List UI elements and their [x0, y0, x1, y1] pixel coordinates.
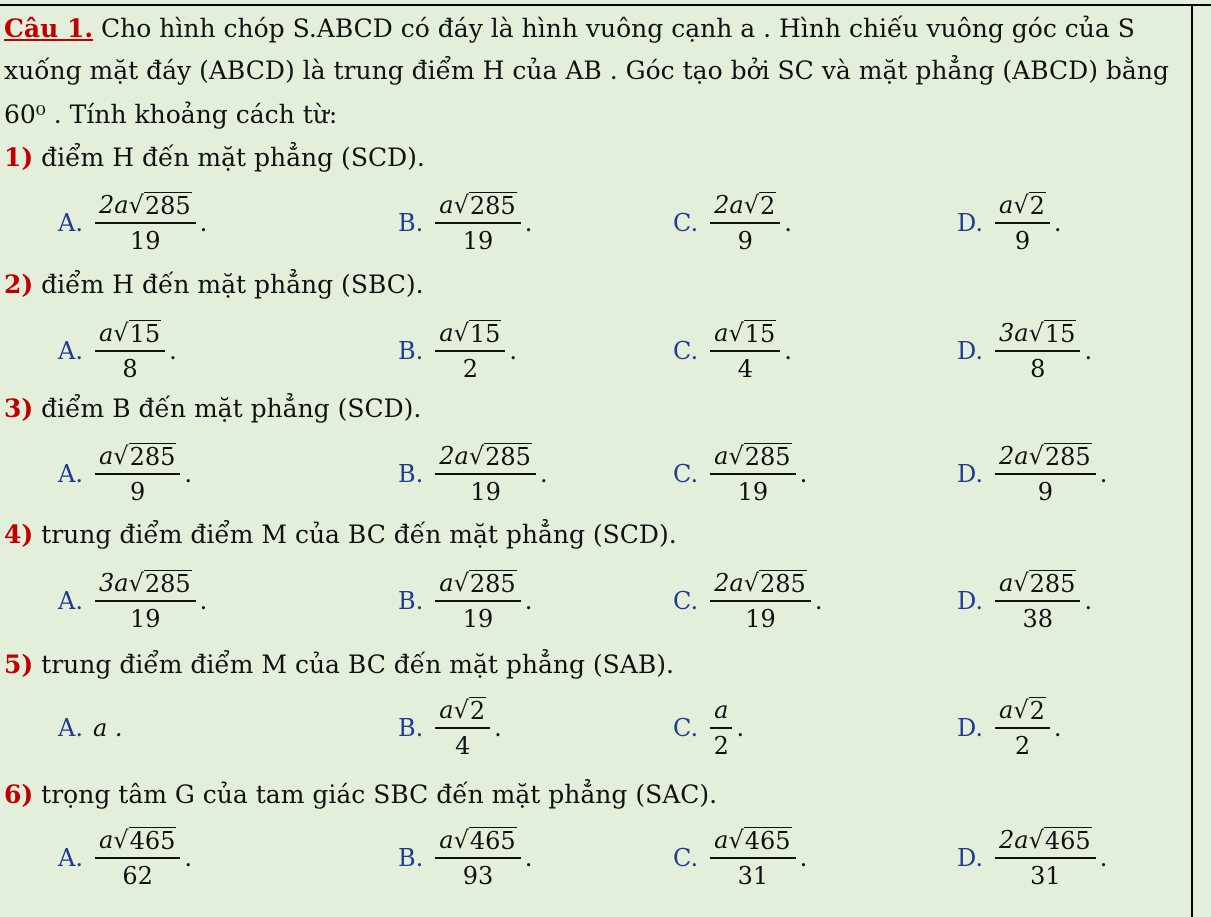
period: . — [539, 460, 548, 488]
coefficient: a — [714, 826, 729, 854]
denominator: 31 — [737, 862, 769, 890]
option-2-b[interactable] — [398, 311, 517, 391]
period: . — [494, 714, 502, 742]
option-3-c[interactable] — [673, 434, 807, 514]
sqrt — [454, 696, 487, 724]
coefficient: 3a — [999, 319, 1029, 347]
radical-sign: √ — [1013, 569, 1029, 597]
numerator — [95, 319, 165, 352]
sqrt — [1013, 569, 1076, 597]
option-4-a[interactable] — [58, 561, 207, 641]
period: . — [799, 844, 808, 872]
period: . — [199, 587, 208, 615]
option-label: B. — [398, 337, 424, 365]
period: . — [1053, 209, 1062, 237]
option-label: C. — [673, 337, 699, 365]
radicand: 285 — [129, 443, 176, 471]
sqrt — [1029, 319, 1077, 347]
radical-sign: √ — [453, 191, 469, 219]
option-3-b[interactable] — [398, 434, 548, 514]
part-text: trọng tâm G của tam giác SBC đến mặt phẳng (SAC). — [33, 780, 718, 809]
radical-sign: √ — [728, 319, 744, 347]
numerator — [95, 826, 180, 859]
coefficient: a — [714, 319, 729, 347]
part-text: trung điểm điểm M của BC đến mặt phẳng (SAB). — [33, 650, 674, 679]
denominator: 62 — [122, 862, 153, 890]
numerator — [710, 569, 811, 602]
numerator — [995, 319, 1080, 352]
numerator — [435, 442, 536, 475]
denominator: 2 — [713, 732, 729, 760]
radical-sign: √ — [128, 569, 144, 597]
fraction — [95, 826, 180, 890]
period: . — [799, 460, 808, 488]
sqrt — [113, 442, 176, 470]
radicand: 15 — [129, 320, 161, 348]
option-2-c[interactable] — [673, 311, 792, 391]
part-4-prompt — [4, 520, 677, 550]
option-6-a[interactable] — [58, 818, 192, 898]
radicand: 15 — [469, 320, 501, 348]
option-5-a[interactable] — [58, 688, 123, 768]
radical-sign: √ — [128, 191, 144, 219]
denominator: 9 — [1014, 227, 1031, 255]
option-1-b[interactable] — [398, 183, 532, 263]
fraction — [710, 191, 780, 255]
sqrt — [113, 319, 161, 347]
radical-sign: √ — [113, 442, 129, 470]
coefficient: a — [439, 319, 454, 347]
radicand: 465 — [1044, 827, 1091, 855]
option-label: C. — [673, 209, 699, 237]
question-title: Câu 1. — [4, 14, 94, 43]
radical-sign: √ — [453, 569, 469, 597]
period: . — [524, 209, 533, 237]
radical-sign: √ — [743, 569, 760, 597]
numerator — [995, 569, 1080, 602]
option-label: D. — [957, 714, 984, 742]
option-label: C. — [673, 460, 699, 488]
radical-sign: √ — [453, 696, 469, 724]
radicand: 285 — [469, 192, 516, 220]
denominator: 9 — [737, 227, 753, 255]
denominator: 93 — [462, 862, 494, 890]
denominator: 8 — [1030, 355, 1046, 383]
sqrt — [469, 442, 532, 470]
fraction — [435, 442, 536, 506]
period: . — [184, 460, 193, 488]
option-6-b[interactable] — [398, 818, 532, 898]
option-2-a[interactable] — [58, 311, 177, 391]
numerator — [995, 696, 1050, 729]
coefficient: a — [439, 696, 454, 724]
option-label: D. — [957, 337, 984, 365]
radicand: 285 — [760, 570, 806, 598]
period: . — [509, 337, 518, 365]
option-label: A. — [58, 460, 83, 488]
option-label: B. — [398, 844, 424, 872]
period: . — [524, 844, 533, 872]
radical-sign: √ — [453, 826, 469, 854]
sqrt — [744, 569, 807, 597]
option-label: A. — [58, 209, 83, 237]
part-1-prompt — [4, 143, 425, 173]
sqrt — [454, 569, 517, 597]
denominator: 19 — [130, 227, 161, 255]
radical-sign: √ — [1028, 319, 1044, 347]
sqrt — [728, 826, 791, 854]
option-5-b[interactable] — [398, 688, 502, 768]
coefficient: 2a — [714, 569, 744, 597]
option-label: C. — [673, 714, 699, 742]
sqrt — [728, 319, 776, 347]
denominator: 2 — [1014, 732, 1031, 760]
radicand: 285 — [144, 192, 191, 220]
denominator: 19 — [462, 227, 494, 255]
period: . — [1099, 460, 1108, 488]
numerator — [95, 442, 180, 475]
sqrt — [744, 191, 777, 219]
coefficient: a — [98, 442, 114, 470]
numerator — [995, 442, 1096, 475]
denominator: 2 — [462, 355, 478, 383]
option-label: C. — [673, 844, 699, 872]
radicand: 285 — [1029, 570, 1076, 598]
period: . — [1084, 337, 1093, 365]
sqrt — [454, 826, 517, 854]
part-number: 6) — [4, 780, 34, 809]
intro-line-2: xuống mặt đáy (ABCD) là trung điểm H của AB . Góc tạo bởi SC và mặt phẳng (ABCD) bằng — [4, 56, 1169, 85]
option-1-c[interactable] — [673, 183, 792, 263]
option-label: D. — [957, 587, 984, 615]
option-label: B. — [398, 209, 424, 237]
denominator: 4 — [737, 355, 753, 383]
denominator: 19 — [737, 478, 769, 506]
numerator — [710, 319, 780, 352]
part-text: điểm H đến mặt phẳng (SCD). — [33, 143, 425, 172]
sqrt — [1029, 442, 1092, 470]
radical-sign: √ — [1028, 826, 1044, 854]
fraction — [710, 696, 732, 760]
option-4-b[interactable] — [398, 561, 532, 641]
numerator — [435, 826, 520, 859]
denominator: 31 — [1030, 862, 1061, 890]
option-label: B. — [398, 714, 424, 742]
option-4-d[interactable] — [957, 561, 1092, 641]
radicand: 465 — [744, 827, 791, 855]
option-6-c[interactable] — [673, 818, 807, 898]
fraction — [435, 319, 505, 383]
option-value: a . — [92, 714, 123, 742]
part-6-prompt — [4, 780, 717, 810]
sqrt — [454, 319, 502, 347]
radical-sign: √ — [728, 826, 744, 854]
radicand: 285 — [485, 443, 531, 471]
radical-sign: √ — [1028, 442, 1044, 470]
part-5-prompt — [4, 650, 674, 680]
period: . — [199, 209, 208, 237]
sqrt — [728, 442, 791, 470]
radicand: 285 — [1044, 443, 1091, 471]
fraction — [435, 826, 520, 890]
fraction — [710, 569, 811, 633]
numerator — [995, 826, 1096, 859]
radicand: 15 — [1044, 320, 1076, 348]
option-label: C. — [673, 587, 699, 615]
period: . — [784, 209, 792, 237]
radical-sign: √ — [113, 319, 129, 347]
period: . — [184, 844, 193, 872]
coefficient: a — [714, 442, 729, 470]
coefficient: a — [98, 826, 114, 854]
period: . — [1099, 844, 1108, 872]
part-text: điểm B đến mặt phẳng (SCD). — [33, 394, 422, 423]
numerator — [710, 191, 780, 224]
denominator: 19 — [470, 478, 501, 506]
radical-sign: √ — [1013, 191, 1029, 219]
part-2-prompt — [4, 270, 424, 300]
option-label: D. — [957, 209, 984, 237]
part-number: 1) — [4, 143, 34, 172]
denominator: 19 — [745, 605, 776, 633]
denominator: 9 — [1037, 478, 1053, 506]
period: . — [814, 587, 823, 615]
numerator — [435, 319, 505, 352]
radical-sign: √ — [728, 442, 744, 470]
option-label: A. — [58, 587, 83, 615]
fraction — [995, 319, 1080, 383]
option-label: D. — [957, 844, 984, 872]
part-number: 5) — [4, 650, 34, 679]
numerator — [435, 191, 520, 224]
option-label: A. — [58, 844, 83, 872]
numerator — [710, 696, 732, 729]
intro-line-3: 60⁰ . Tính khoảng cách từ: — [4, 100, 338, 129]
numerator — [710, 826, 795, 859]
period: . — [169, 337, 177, 365]
radicand: 15 — [744, 320, 776, 348]
coefficient: a — [999, 696, 1014, 724]
period: . — [1084, 587, 1093, 615]
option-3-d[interactable] — [957, 434, 1107, 514]
numerator — [435, 696, 490, 729]
radical-sign: √ — [453, 319, 469, 347]
fraction — [995, 191, 1050, 255]
radicand: 2 — [760, 192, 776, 220]
radicand: 2 — [1029, 192, 1045, 220]
part-3-prompt — [4, 394, 421, 424]
radical-sign: √ — [468, 442, 485, 470]
radical-sign: √ — [743, 191, 760, 219]
option-3-a[interactable] — [58, 434, 192, 514]
sqrt — [1013, 191, 1046, 219]
fraction — [435, 191, 520, 255]
option-6-d[interactable] — [957, 818, 1107, 898]
part-number: 4) — [4, 520, 34, 549]
coefficient: a — [714, 696, 729, 724]
option-label: B. — [398, 587, 424, 615]
coefficient: a — [439, 569, 454, 597]
radical-sign: √ — [1013, 696, 1029, 724]
sqrt — [1013, 696, 1046, 724]
radicand: 2 — [1029, 697, 1045, 725]
sqrt — [454, 191, 517, 219]
option-label: A. — [58, 714, 83, 742]
intro-line-1: Câu 1. Cho hình chóp S.ABCD có đáy là hình vuông cạnh a . Hình chiếu vuông góc của S — [4, 14, 1135, 43]
fraction — [710, 826, 795, 890]
coefficient: a — [439, 191, 454, 219]
coefficient: 2a — [999, 442, 1029, 470]
fraction — [995, 569, 1080, 633]
radical-sign: √ — [113, 826, 129, 854]
denominator: 19 — [462, 605, 494, 633]
denominator: 38 — [1022, 605, 1053, 633]
radicand: 2 — [469, 697, 486, 725]
right-border — [1191, 4, 1193, 917]
sqrt — [113, 826, 176, 854]
option-4-c[interactable] — [673, 561, 822, 641]
top-border — [0, 4, 1211, 6]
denominator: 19 — [130, 605, 161, 633]
numerator — [95, 191, 196, 224]
fraction — [710, 442, 795, 506]
fraction — [435, 696, 490, 760]
radicand: 285 — [469, 570, 516, 598]
part-number: 3) — [4, 394, 34, 423]
numerator — [710, 442, 795, 475]
radicand: 465 — [469, 827, 516, 855]
option-2-d[interactable] — [957, 311, 1092, 391]
period: . — [736, 714, 745, 742]
coefficient: 2a — [98, 191, 129, 219]
fraction — [95, 569, 196, 633]
fraction — [95, 319, 165, 383]
numerator — [435, 569, 520, 602]
option-5-d[interactable] — [957, 688, 1062, 768]
coefficient: 2a — [439, 442, 469, 470]
coefficient: a — [999, 191, 1014, 219]
option-1-d[interactable] — [957, 183, 1062, 263]
coefficient: a — [439, 826, 454, 854]
radicand: 285 — [744, 443, 791, 471]
option-label: D. — [957, 460, 984, 488]
option-5-c[interactable] — [673, 688, 744, 768]
coefficient: 2a — [714, 191, 744, 219]
option-1-a[interactable] — [58, 183, 207, 263]
fraction — [435, 569, 520, 633]
option-label: B. — [398, 460, 424, 488]
coefficient: 2a — [999, 826, 1029, 854]
coefficient: a — [999, 569, 1014, 597]
numerator — [995, 191, 1050, 224]
period: . — [524, 587, 533, 615]
period: . — [784, 337, 792, 365]
fraction — [995, 442, 1096, 506]
fraction — [95, 442, 180, 506]
numerator — [95, 569, 196, 602]
coefficient: 3a — [98, 569, 129, 597]
sqrt — [129, 569, 192, 597]
sqrt — [129, 191, 192, 219]
coefficient: a — [98, 319, 114, 347]
part-text: điểm H đến mặt phẳng (SBC). — [33, 270, 424, 299]
period: . — [1053, 714, 1062, 742]
option-label: A. — [58, 337, 83, 365]
denominator: 9 — [130, 478, 146, 506]
radicand: 465 — [129, 827, 176, 855]
part-text: trung điểm điểm M của BC đến mặt phẳng (SCD). — [33, 520, 677, 549]
sqrt — [1029, 826, 1092, 854]
denominator: 4 — [455, 732, 471, 760]
radicand: 285 — [144, 570, 191, 598]
fraction — [995, 696, 1050, 760]
fraction — [710, 319, 780, 383]
fraction — [95, 191, 196, 255]
fraction — [995, 826, 1096, 890]
part-number: 2) — [4, 270, 34, 299]
denominator: 8 — [122, 355, 138, 383]
